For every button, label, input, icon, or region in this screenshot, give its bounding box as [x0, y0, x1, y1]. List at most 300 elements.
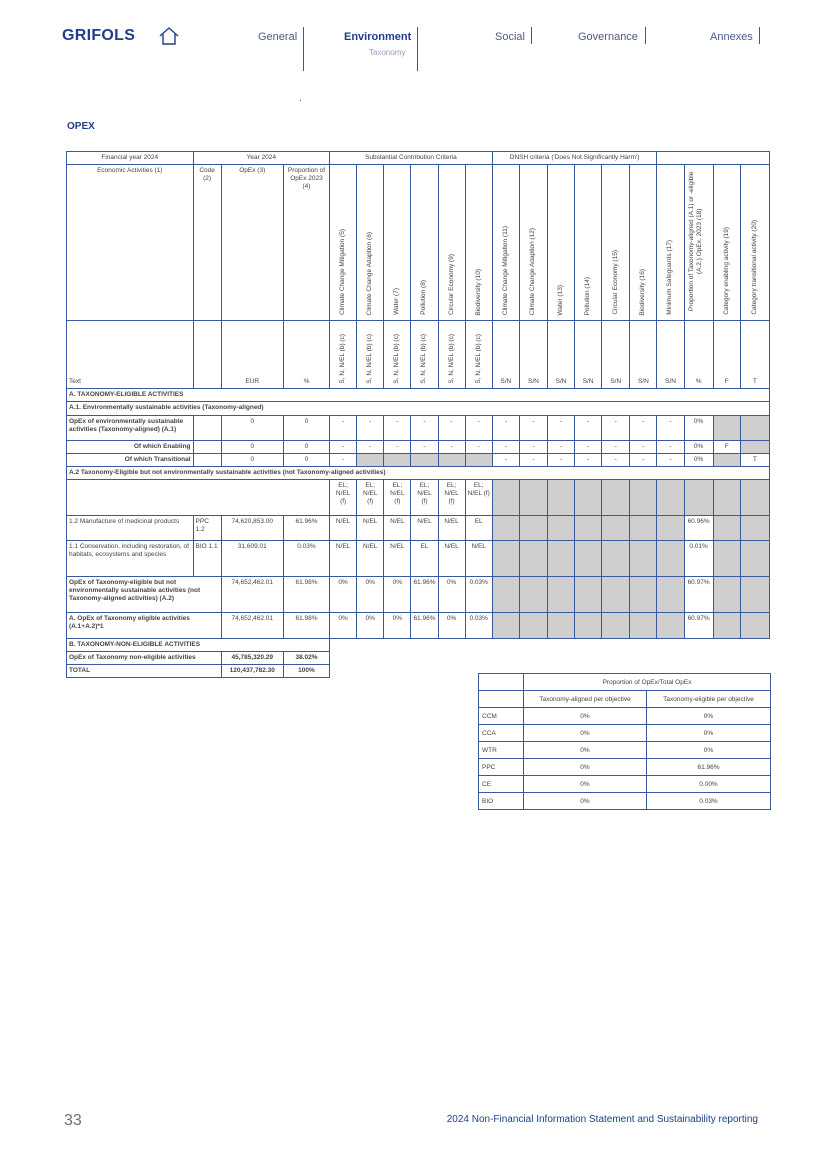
el-label: EL; N/EL (f) [384, 479, 411, 515]
cell-sc: N/EL [411, 515, 438, 540]
row-prop: 100% [283, 665, 329, 678]
table-column-header-row [67, 165, 770, 321]
cell-grey [492, 515, 519, 540]
cell-grey [492, 576, 519, 612]
unit-sc [384, 321, 411, 389]
cell-grey [684, 479, 713, 515]
header-rot [492, 165, 519, 321]
cell-grey [740, 440, 769, 453]
row-opex: 74,652,462.01 [221, 612, 283, 638]
cell-grey [657, 479, 684, 515]
header-opex: OpEx (3) [221, 165, 283, 321]
row-prop: 61.96% [283, 515, 329, 540]
cell-sc: 0.03% [465, 612, 492, 638]
el-label: EL; N/EL (f) [411, 479, 438, 515]
table-row [67, 415, 770, 440]
cell-grey [519, 540, 547, 576]
header-rot-label: Circular Economy (15) [611, 250, 619, 316]
summary-title: Proportion of OpEx/Total OpEx [524, 674, 771, 691]
cell-grey [519, 515, 547, 540]
row-opex: 31,609.01 [221, 540, 283, 576]
cell-grey [575, 576, 602, 612]
cell-grey [713, 415, 740, 440]
cell-grey [602, 479, 630, 515]
nav-divider [303, 27, 304, 71]
cell-dash: - [602, 453, 630, 466]
header-rot-label: Climate Change Mitigation (5) [339, 229, 347, 316]
cell-grey [630, 540, 657, 576]
header-rot-label: Category transitional activity (20) [750, 220, 758, 316]
summary-label: CE [479, 776, 524, 793]
header-rot [519, 165, 547, 321]
header-rot [384, 165, 411, 321]
el-label: EL; N/EL (f) [438, 479, 465, 515]
cell-grey [519, 612, 547, 638]
cell-grey [411, 453, 438, 466]
cell-pct: 60.97% [684, 576, 713, 612]
summary-aligned: 0% [524, 776, 647, 793]
summary-row [479, 708, 771, 725]
row-label: 1.1 Conservation, including restoration, of habitats, ecosystems and species [67, 540, 194, 576]
cell-dash: - [384, 415, 411, 440]
cell-grey [547, 540, 574, 576]
header-empty [657, 152, 770, 165]
cell-dash: - [575, 440, 602, 453]
nav-divider [531, 27, 532, 44]
cell-grey [657, 612, 684, 638]
section-b-label: B. TAXONOMY-NON-ELIGIBLE ACTIVITIES [67, 638, 330, 651]
cell-grey [713, 540, 740, 576]
header-rot [740, 165, 769, 321]
summary-eligible: 0.03% [647, 793, 771, 810]
cell-dash: - [602, 440, 630, 453]
cell-grey [547, 576, 574, 612]
header-financial-year: Financial year 2024 [67, 152, 194, 165]
summary-aligned: 0% [524, 793, 647, 810]
nav-general[interactable]: General [258, 31, 298, 43]
summary-empty [479, 674, 524, 691]
header-rot-label: Proportion of Taxonomy-aligned (A.1) or -eligible (A.2.) OpEx, 2023 (18) [687, 171, 703, 311]
header-rot-label: Pollution (8) [420, 280, 428, 316]
cell-sc: N/EL [465, 540, 492, 576]
header-rot [465, 165, 492, 321]
row-code: BIO 1.1 [193, 540, 221, 576]
cell-dash: - [657, 415, 684, 440]
cell-grey [519, 479, 547, 515]
cell-dash: - [519, 415, 547, 440]
cell-sc: N/EL [438, 515, 465, 540]
row-opex: 0 [221, 415, 283, 440]
row-code: PPC 1.2 [193, 515, 221, 540]
nav-divider [759, 27, 760, 44]
summary-row [479, 776, 771, 793]
cell-grey [519, 576, 547, 612]
unit-sc-label: S, N, N/EL (b) (c) [339, 333, 347, 384]
unit-sn: S/N [630, 321, 657, 389]
cell-grey [575, 515, 602, 540]
unit-empty [193, 321, 221, 389]
cell-grey [630, 479, 657, 515]
cell-grey [740, 540, 769, 576]
table-row [67, 515, 770, 540]
cell-dash: - [411, 415, 438, 440]
cell-pct: 0% [684, 453, 713, 466]
header-rot [602, 165, 630, 321]
cell-grey [630, 576, 657, 612]
home-icon[interactable] [158, 26, 180, 46]
summary-aligned: 0% [524, 708, 647, 725]
cell-grey [357, 453, 384, 466]
table-row [67, 576, 770, 612]
cell-sc: N/EL [384, 515, 411, 540]
header-rot [547, 165, 574, 321]
row-prop: 61.98% [283, 612, 329, 638]
cell-dash: - [519, 453, 547, 466]
table-row [67, 540, 770, 576]
summary-row [479, 725, 771, 742]
cell-sc: N/EL [330, 540, 357, 576]
cell-sc: N/EL [384, 540, 411, 576]
stray-dot [300, 100, 301, 101]
section-a2-label: A.2 Taxonomy-Eligible but not environmentally sustainable activities (not Taxonomy-aligned activities) [67, 466, 770, 479]
row-label: 1.2 Manufacture of medicinal products [67, 515, 194, 540]
summary-label: CCM [479, 708, 524, 725]
cell-t: T [740, 453, 769, 466]
unit-pct2: % [684, 321, 713, 389]
cell-dash: - [492, 440, 519, 453]
summary-eligible: 0% [647, 742, 771, 759]
unit-t: T [740, 321, 769, 389]
table-row [67, 612, 770, 638]
section-a1-label: A.1. Environmentally sustainable activities (Taxonomy-aligned) [67, 402, 770, 415]
unit-sc-label: S, N, N/EL (b) (c) [447, 333, 455, 384]
cell-dash: - [357, 440, 384, 453]
opex-taxonomy-table [66, 151, 770, 678]
cell-grey [492, 479, 519, 515]
cell-dash: - [547, 415, 574, 440]
row-label: Of which Transitional [67, 453, 194, 466]
row-opex: 120,437,782.30 [221, 665, 283, 678]
table-units-row [67, 321, 770, 389]
cell-grey [657, 515, 684, 540]
row-prop: 61.98% [283, 576, 329, 612]
cell-grey [438, 453, 465, 466]
cell-sc: 0% [357, 612, 384, 638]
cell-grey [713, 612, 740, 638]
cell-grey [740, 515, 769, 540]
header-rot-label: Pollution (14) [584, 276, 592, 316]
cell-dash: - [602, 415, 630, 440]
cell-sc: 0% [330, 576, 357, 612]
header-rot [357, 165, 384, 321]
summary-label: BIO [479, 793, 524, 810]
cell-sc: 61.96% [411, 612, 438, 638]
cell-sc: 0% [384, 612, 411, 638]
summary-title-row [479, 674, 771, 691]
grifols-logo[interactable]: GRIFOLS [62, 27, 136, 44]
unit-sc [438, 321, 465, 389]
header-rot-label: Biodiversity (10) [474, 268, 482, 316]
section-b-row [67, 638, 770, 651]
cell-dash: - [330, 415, 357, 440]
row-label: Of which Enabling [67, 440, 194, 453]
opex-proportion-summary-table [478, 673, 771, 810]
el-label: EL; N/EL (f) [330, 479, 357, 515]
summary-eligible: 0% [647, 708, 771, 725]
nav-divider [645, 27, 646, 44]
summary-empty [479, 691, 524, 708]
cell-grey [657, 576, 684, 612]
cell-dash: - [438, 440, 465, 453]
cell-grey [740, 415, 769, 440]
unit-sc-label: S, N, N/EL (b) (c) [420, 333, 428, 384]
cell-grey [713, 453, 740, 466]
cell-dash: - [575, 415, 602, 440]
unit-sn: S/N [519, 321, 547, 389]
cell-dash: - [384, 440, 411, 453]
cell-sc: 0% [357, 576, 384, 612]
summary-eligible: 61.96% [647, 759, 771, 776]
cell-dash: - [657, 440, 684, 453]
cell-sc: 61.96% [411, 576, 438, 612]
cell-grey [740, 576, 769, 612]
cell-dash: - [492, 453, 519, 466]
cell-grey [547, 479, 574, 515]
summary-aligned: 0% [524, 742, 647, 759]
summary-aligned: 0% [524, 759, 647, 776]
cell-dash: - [630, 415, 657, 440]
cell-grey [713, 515, 740, 540]
cell-dash: - [465, 415, 492, 440]
cell-grey [602, 576, 630, 612]
summary-label: CCA [479, 725, 524, 742]
summary-row [479, 793, 771, 810]
header-rot-label: Circular Economy (9) [447, 254, 455, 316]
cell-grey [602, 540, 630, 576]
cell-dash: - [575, 453, 602, 466]
page-number: 33 [64, 1112, 82, 1129]
row-prop: 0 [283, 453, 329, 466]
cell-grey [575, 540, 602, 576]
cell-pct: 60.96% [684, 515, 713, 540]
unit-f: F [713, 321, 740, 389]
unit-text: Text [67, 321, 194, 389]
row-prop: 38.02% [283, 652, 329, 665]
row-opex: 45,785,320.29 [221, 652, 283, 665]
section-title: OPEX [67, 121, 95, 132]
summary-label: PPC [479, 759, 524, 776]
cell-grey [713, 576, 740, 612]
cell-dash: - [630, 453, 657, 466]
cell-sc: EL [465, 515, 492, 540]
cell-sc: N/EL [330, 515, 357, 540]
table-row [67, 652, 770, 665]
unit-sc-label: S, N, N/EL (b) (c) [366, 333, 374, 384]
summary-label: WTR [479, 742, 524, 759]
blank [330, 638, 770, 651]
el-label: EL; N/EL (f) [357, 479, 384, 515]
cell-grey [465, 453, 492, 466]
unit-pct: % [283, 321, 329, 389]
section-a2-row [67, 466, 770, 479]
cell-grey [575, 612, 602, 638]
cell-pct: 60.97% [684, 612, 713, 638]
unit-sc-label: S, N, N/EL (b) (c) [393, 333, 401, 384]
cell-dash: - [465, 440, 492, 453]
cell-sc: 0% [438, 612, 465, 638]
row-code [193, 415, 221, 440]
header-rot [713, 165, 740, 321]
nav-divider [417, 27, 418, 71]
cell-grey [630, 612, 657, 638]
cell-sc: 0% [438, 576, 465, 612]
unit-sn: S/N [492, 321, 519, 389]
unit-sc [357, 321, 384, 389]
cell-grey [602, 515, 630, 540]
summary-row [479, 742, 771, 759]
unit-sn: S/N [602, 321, 630, 389]
unit-sn: S/N [575, 321, 602, 389]
row-label: A. OpEx of Taxonomy eligible activities (A.1+A.2)*1 [67, 612, 222, 638]
cell-dash: - [330, 440, 357, 453]
blank [330, 652, 770, 665]
el-header-row [67, 479, 770, 515]
row-opex: 74,652,462.01 [221, 576, 283, 612]
cell-grey [740, 479, 769, 515]
nav-social[interactable]: Social [495, 31, 525, 43]
header-rot-label: Climate Change Mitigation (11) [501, 226, 509, 316]
summary-eligible: 0% [647, 725, 771, 742]
row-label: OpEx of environmentally sustainable activities (Taxonomy-aligned) (A.1) [67, 415, 194, 440]
header-rot-label: Water (7) [393, 288, 401, 316]
cell-sc: 0.03% [465, 576, 492, 612]
row-prop: 0.03% [283, 540, 329, 576]
header-rot-label: Water (13) [556, 284, 564, 316]
row-prop: 0 [283, 440, 329, 453]
cell-pct: 0% [684, 440, 713, 453]
cell-sc: 0% [330, 612, 357, 638]
cell-grey [547, 612, 574, 638]
header-rot-label: Climate Change Adaption (6) [366, 231, 374, 316]
header-rot [630, 165, 657, 321]
nav-environment-taxonomy[interactable]: Taxonomy [369, 48, 406, 57]
cell-dash: - [547, 440, 574, 453]
cell-grey [657, 540, 684, 576]
cell-grey [713, 479, 740, 515]
unit-sc [465, 321, 492, 389]
header-rot-label: Minimum Safeguards (17) [666, 240, 674, 316]
el-label: EL; N/EL (f) [465, 479, 492, 515]
unit-sc [330, 321, 357, 389]
table-group-header-row [67, 152, 770, 165]
cell-dash: - [411, 440, 438, 453]
summary-col-eligible: Taxonomy-eligible per objective [647, 691, 771, 708]
header-rot-label: Category enabling activity (19) [722, 227, 730, 316]
cell-grey [384, 453, 411, 466]
summary-aligned: 0% [524, 725, 647, 742]
cell-grey [492, 612, 519, 638]
footer-title: 2024 Non-Financial Information Statement and Sustainability reporting [446, 1114, 758, 1125]
row-label: TOTAL [67, 665, 222, 678]
row-opex: 0 [221, 453, 283, 466]
row-prop: 0 [283, 415, 329, 440]
section-a-label: A. TAXONOMY-ELIGIBLE ACTIVITIES [67, 389, 770, 402]
header-rot [575, 165, 602, 321]
unit-eur: EUR [221, 321, 283, 389]
cell-grey [602, 612, 630, 638]
header-rot-label: Biodiversity (16) [639, 268, 647, 316]
header-dnsh: DNSH criteria ('Does Not Significantly Harm') [492, 152, 657, 165]
header-rot [657, 165, 684, 321]
header-rot [411, 165, 438, 321]
cell-pct: 0% [684, 415, 713, 440]
cell-dash: - [519, 440, 547, 453]
table-row [67, 453, 770, 466]
cell-sc: N/EL [357, 515, 384, 540]
row-code [193, 440, 221, 453]
cell-dash: - [492, 415, 519, 440]
summary-header-row [479, 691, 771, 708]
cell-dash: - [330, 453, 357, 466]
cell-dash: - [438, 415, 465, 440]
nav-annexes[interactable]: Annexes [710, 31, 753, 43]
row-opex: 74,620,853.00 [221, 515, 283, 540]
cell-sc: 0% [384, 576, 411, 612]
cell-grey [547, 515, 574, 540]
cell-grey [630, 515, 657, 540]
el-empty [67, 479, 330, 515]
header-rot [684, 165, 713, 321]
summary-eligible: 0.00% [647, 776, 771, 793]
header-substantial-contribution: Substantial Contribution Criteria [330, 152, 493, 165]
header-year: Year 2024 [193, 152, 330, 165]
nav-governance[interactable]: Governance [578, 31, 638, 43]
cell-pct: 0.01% [684, 540, 713, 576]
nav-environment[interactable]: Environment [344, 31, 412, 43]
cell-sc: EL [411, 540, 438, 576]
header-rot-label: Climate Change Adaption (12) [529, 228, 537, 316]
section-a-row [67, 389, 770, 402]
header-economic-activities: Economic Activities (1) [67, 165, 194, 321]
unit-sn: S/N [657, 321, 684, 389]
cell-dash: - [630, 440, 657, 453]
row-opex: 0 [221, 440, 283, 453]
unit-sc [411, 321, 438, 389]
summary-row [479, 759, 771, 776]
row-code [193, 453, 221, 466]
row-label: OpEx of Taxonomy non-eligible activities [67, 652, 222, 665]
header-proportion: Proportion of OpEx 2023 (4) [283, 165, 329, 321]
cell-f: F [713, 440, 740, 453]
cell-grey [575, 479, 602, 515]
header-code: Code (2) [193, 165, 221, 321]
row-label: OpEx of Taxonomy-eligible but not environmentally sustainable activities (not Taxonomy-aligned activities) (A.2) [67, 576, 222, 612]
summary-col-aligned: Taxonomy-aligned per objective [524, 691, 647, 708]
cell-dash: - [547, 453, 574, 466]
cell-sc: N/EL [357, 540, 384, 576]
cell-sc: N/EL [438, 540, 465, 576]
unit-sn: S/N [547, 321, 574, 389]
cell-grey [492, 540, 519, 576]
header-rot [330, 165, 357, 321]
cell-grey [740, 612, 769, 638]
header-rot [438, 165, 465, 321]
cell-dash: - [657, 453, 684, 466]
cell-dash: - [357, 415, 384, 440]
table-row [67, 440, 770, 453]
unit-sc-label: S, N, N/EL (b) (c) [474, 333, 482, 384]
section-a1-row [67, 402, 770, 415]
